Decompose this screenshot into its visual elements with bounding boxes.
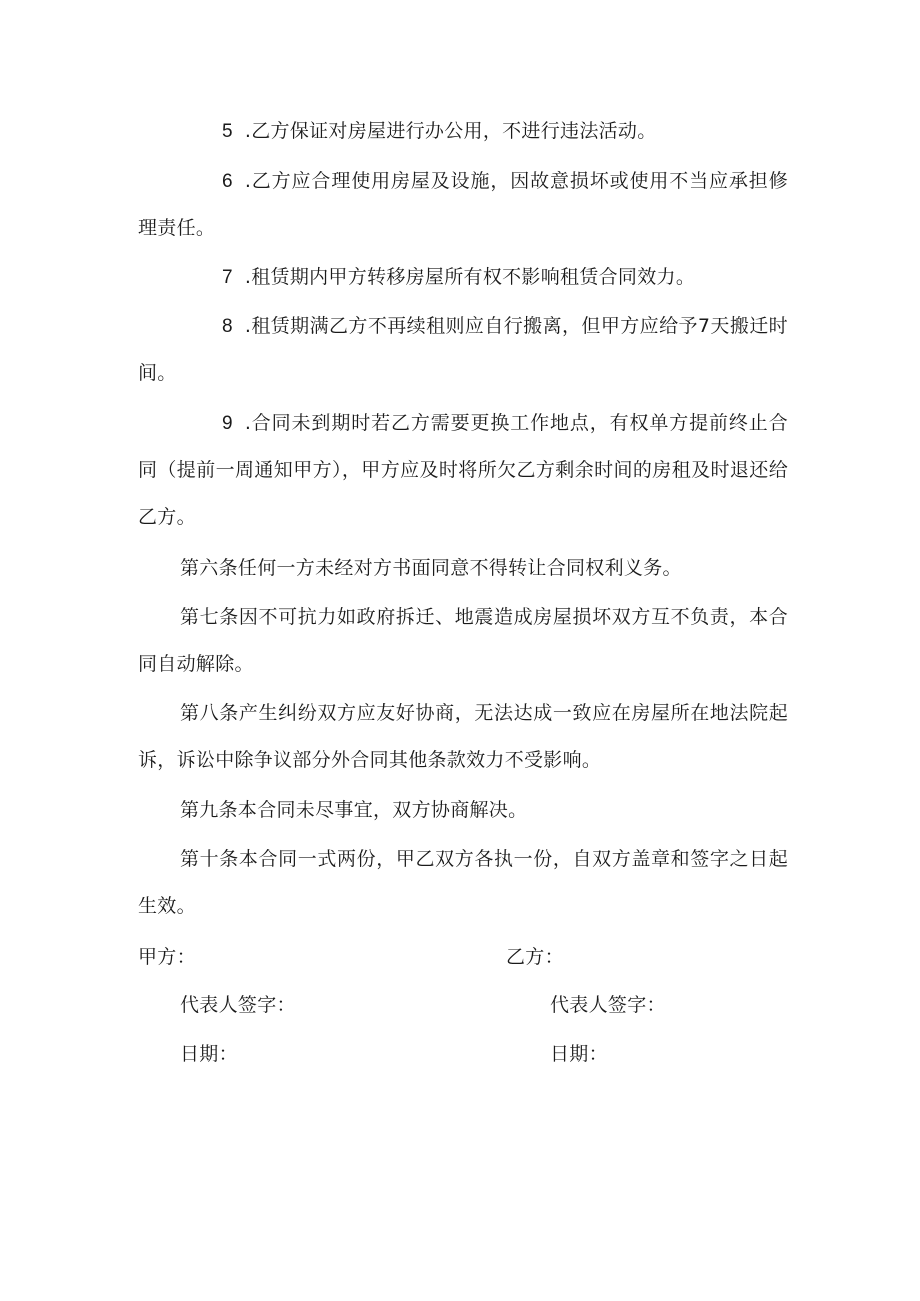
party-b-date: 日期：	[550, 1043, 608, 1065]
party-b-label: 乙方：	[506, 946, 564, 968]
clause-text: .乙方应合理使用房屋及设施，因故意损坏或使用不当应承担修理责任。	[138, 170, 788, 239]
clause-number: 7	[222, 267, 233, 288]
clause-text: .租赁期内甲方转移房屋所有权不影响租赁合同效力。	[244, 266, 696, 288]
article-8: 第八条产生纠纷双方应友好协商，无法达成一致应在房屋所在地法院起诉，诉讼中除争议部分外合同其他条款效力不受影响。	[138, 702, 788, 771]
clause-9	[138, 400, 788, 541]
clause-8	[138, 303, 788, 397]
clause-number: 6	[222, 171, 233, 192]
party-b-representative-signature: 代表人签字：	[550, 994, 666, 1016]
clause-7	[138, 254, 788, 301]
clause-6	[138, 158, 788, 252]
article-9: 第九条本合同未尽事宜，双方协商解决。	[180, 799, 528, 821]
article-6: 第六条任何一方未经对方书面同意不得转让合同权利义务。	[180, 557, 682, 579]
clause-5	[138, 108, 788, 155]
party-a-representative-signature: 代表人签字：	[180, 994, 296, 1016]
clause-number: 9	[222, 413, 233, 434]
clause-text: .合同未到期时若乙方需要更换工作地点，有权单方提前终止合同（提前一周通知甲方），甲方应及时将所欠乙方剩余时间的房租及时退还给乙方。	[138, 412, 788, 528]
clause-number: 8	[222, 316, 233, 337]
party-a-date: 日期：	[180, 1043, 238, 1065]
article-10: 第十条本合同一式两份，甲乙双方各执一份，自双方盖章和签字之日起生效。	[138, 848, 788, 917]
article-7: 第七条因不可抗力如政府拆迁、地震造成房屋损坏双方互不负责，本合同自动解除。	[138, 606, 788, 675]
party-a-label: 甲方：	[138, 946, 196, 968]
clause-number: 5	[222, 121, 233, 142]
clause-text: .乙方保证对房屋进行办公用，不进行违法活动。	[244, 120, 657, 142]
clause-text: .租赁期满乙方不再续租则应自行搬离，但甲方应给予7天搬迁时间。	[138, 315, 788, 384]
